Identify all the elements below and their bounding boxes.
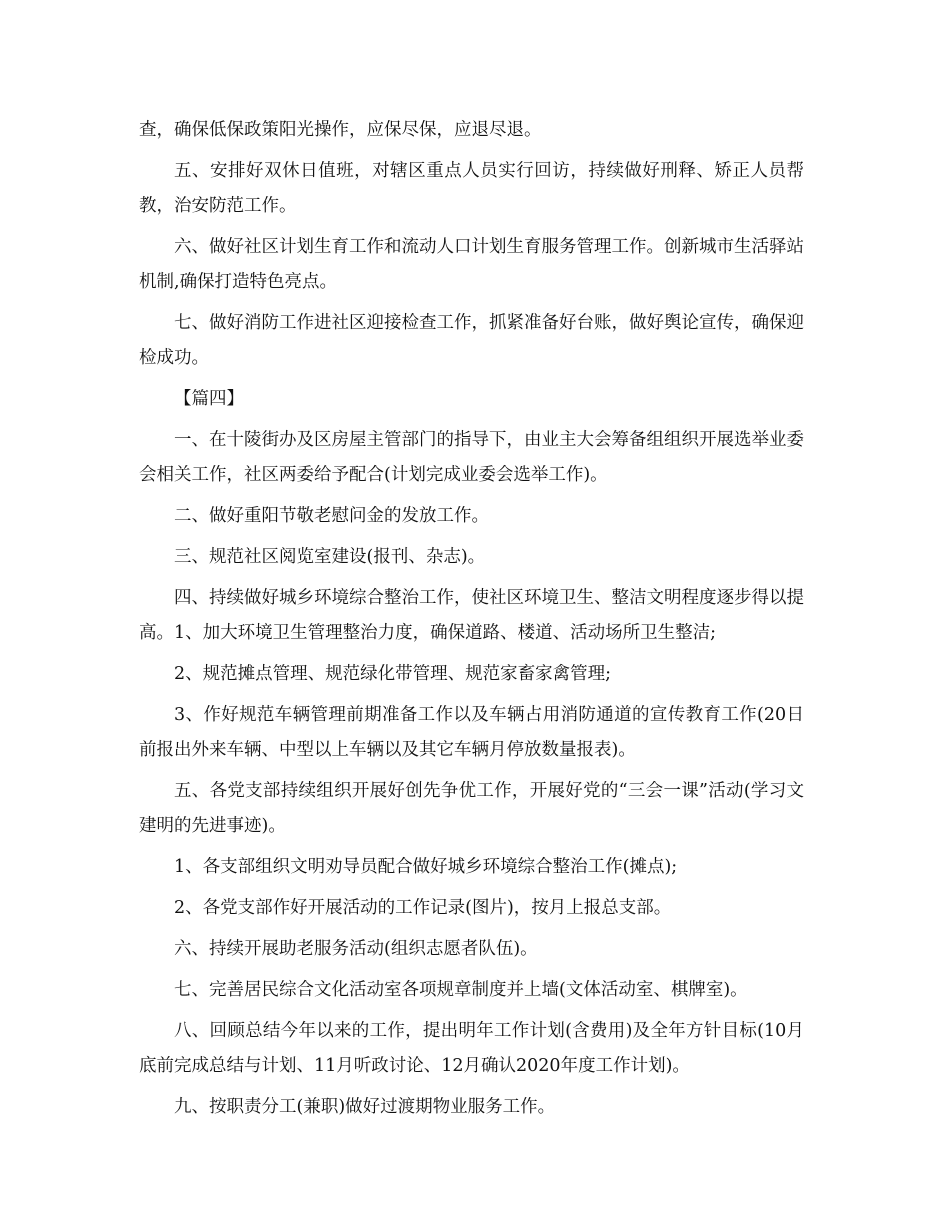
paragraph-10: 3、作好规范车辆管理前期准备工作以及车辆占用消防通道的宣传教育工作(20日前报出外来车辆、中型以上车辆以及其它车辆月停放数量报表)。	[139, 705, 804, 760]
paragraph-7: 三、规范社区阅览室建设(报刊、杂志)。	[174, 547, 486, 567]
paragraph-5: 一、在十陵街办及区房屋主管部门的指导下，由业主大会筹备组组织开展选举业委会相关工作，社区两委给予配合(计划完成业委会选举工作)。	[139, 430, 804, 485]
paragraph-2: 五、安排好双休日值班，对辖区重点人员实行回访，持续做好刑释、矫正人员帮教，治安防范工作。	[139, 161, 804, 216]
paragraph-3: 六、做好社区计划生育工作和流动人口计划生育服务管理工作。创新城市生活驿站机制,确保打造特色亮点。	[139, 237, 804, 292]
paragraph-17: 九、按职责分工(兼职)做好过渡期物业服务工作。	[174, 1097, 556, 1117]
paragraph-16: 八、回顾总结今年以来的工作，提出明年工作计划(含费用)及全年方针目标(10月底前完成总结与计划、11月听政讨论、12月确认2020年度工作计划)。	[139, 1021, 804, 1076]
paragraph-14: 六、持续开展助老服务活动(组织志愿者队伍)。	[174, 939, 538, 959]
section-heading: 【篇四】	[174, 389, 244, 409]
paragraph-4: 七、做好消防工作进社区迎接检查工作，抓紧准备好台账，做好舆论宣传，确保迎检成功。	[139, 313, 804, 368]
paragraph-15: 七、完善居民综合文化活动室各项规章制度并上墙(文体活动室、棋牌室)。	[174, 980, 748, 1000]
paragraph-9: 2、规范摊点管理、规范绿化带管理、规范家畜家禽管理;	[174, 664, 612, 684]
paragraph-8: 四、持续做好城乡环境综合整治工作，使社区环境卫生、整洁文明程度逐步得以提高。1、加大环境卫生管理整治力度，确保道路、楼道、活动场所卫生整洁;	[139, 588, 804, 643]
paragraph-13: 2、各党支部作好开展活动的工作记录(图片)，按月上报总支部。	[174, 898, 672, 918]
paragraph-1: 查，确保低保政策阳光操作，应保尽保，应退尽退。	[139, 120, 542, 140]
paragraph-6: 二、做好重阳节敬老慰问金的发放工作。	[174, 506, 489, 526]
document-body	[139, 113, 804, 1131]
paragraph-12: 1、各支部组织文明劝导员配合做好城乡环境综合整治工作(摊点);	[174, 857, 678, 877]
paragraph-11: 五、各党支部持续组织开展好创先争优工作，开展好党的“三会一课”活动(学习文建明的先进事迹)。	[139, 781, 804, 836]
